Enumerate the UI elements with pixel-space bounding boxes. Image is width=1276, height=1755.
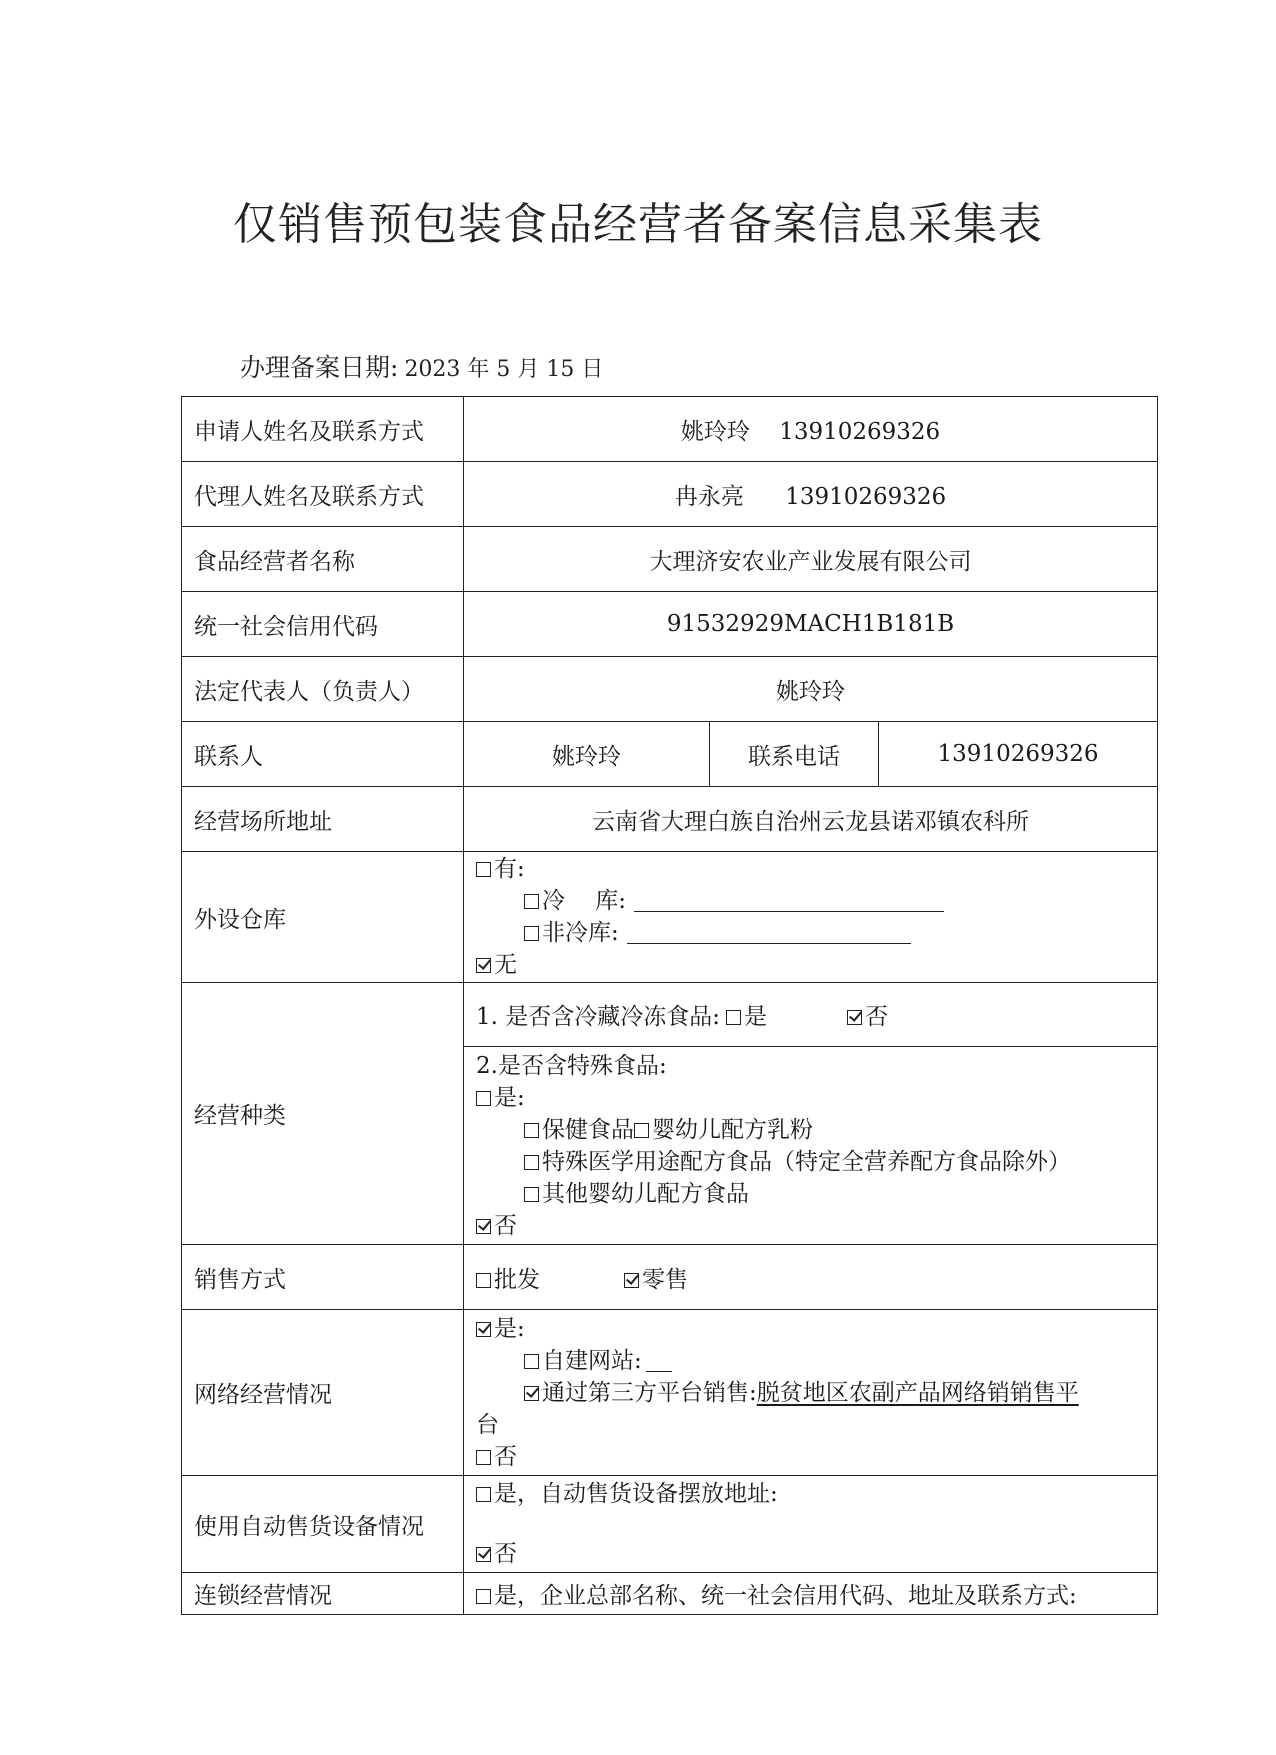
health-food-text: 保健食品 — [542, 1116, 634, 1143]
business-type-label: 经营种类 — [182, 983, 464, 1245]
own-site-option[interactable] — [476, 1345, 1145, 1377]
warehouse-non-cold-checkbox[interactable] — [524, 926, 539, 941]
operator-name-label: 食品经营者名称 — [182, 527, 464, 592]
own-site-blank[interactable] — [646, 1349, 672, 1372]
warehouse-non-cold-text: 非冷库: — [542, 920, 619, 946]
retail-text: 零售 — [642, 1266, 688, 1293]
health-food-checkbox[interactable] — [524, 1123, 539, 1138]
row-address — [182, 787, 1158, 852]
warehouse-label: 外设仓库 — [182, 852, 464, 983]
warehouse-cold-option[interactable] — [476, 885, 1145, 917]
vending-yes-option[interactable] — [476, 1478, 1145, 1510]
contact-phone[interactable]: 13910269326 — [879, 722, 1158, 787]
applicant-name: 姚玲玲 — [680, 418, 750, 445]
q1-no-checkbox[interactable] — [847, 1010, 862, 1025]
warehouse-non-cold-option[interactable] — [476, 917, 1145, 949]
q2-no-checkbox[interactable] — [476, 1219, 491, 1234]
filing-date-label: 办理备案日期: — [240, 353, 399, 382]
third-party-option[interactable] — [476, 1377, 1145, 1409]
q2-medical-food-option[interactable] — [476, 1146, 1145, 1178]
own-site-checkbox[interactable] — [524, 1354, 539, 1369]
medical-food-text: 特殊医学用途配方食品（特定全营养配方食品除外） — [542, 1148, 1071, 1175]
retail-checkbox[interactable] — [624, 1273, 639, 1288]
contact-phone-label: 联系电话 — [710, 722, 879, 787]
q1-yes-checkbox[interactable] — [726, 1010, 741, 1025]
row-contact — [182, 722, 1158, 787]
online-yes-option[interactable] — [476, 1313, 1145, 1345]
q1-text: 1. 是否含冷藏冷冻食品: — [476, 1004, 721, 1030]
warehouse-no-option[interactable] — [476, 949, 1145, 981]
row-operator-name — [182, 527, 1158, 592]
address-value[interactable]: 云南省大理白族自治州云龙县诺邓镇农科所 — [464, 787, 1158, 852]
business-type-q1 — [464, 983, 1158, 1047]
filing-date-value: 2023 年 5 月 15 日 — [404, 357, 604, 382]
third-party-platform: 脱贫地区农副产品网络销销售平 — [756, 1379, 1079, 1406]
q2-other-infant-option[interactable] — [476, 1178, 1145, 1210]
row-chain — [182, 1573, 1158, 1615]
vending-address-space[interactable] — [476, 1510, 1145, 1538]
agent-phone: 13910269326 — [785, 483, 947, 510]
contact-label: 联系人 — [182, 722, 464, 787]
q2-yes-option[interactable] — [476, 1082, 1145, 1114]
vending-yes-text: 是，自动售货设备摆放地址: — [494, 1481, 778, 1507]
legal-rep-label: 法定代表人（负责人） — [182, 657, 464, 722]
row-warehouse — [182, 852, 1158, 983]
q2-no-text: 否 — [494, 1212, 517, 1239]
row-credit-code — [182, 592, 1158, 657]
warehouse-no-checkbox[interactable] — [476, 958, 491, 973]
wholesale-text: 批发 — [494, 1266, 540, 1293]
address-label: 经营场所地址 — [182, 787, 464, 852]
agent-label: 代理人姓名及联系方式 — [182, 462, 464, 527]
q2-health-infant-options — [476, 1114, 1145, 1146]
agent-value[interactable] — [464, 462, 1158, 527]
warehouse-no-text: 无 — [494, 952, 517, 978]
warehouse-cold-text: 冷 库: — [542, 888, 627, 914]
online-label: 网络经营情况 — [182, 1310, 464, 1476]
other-infant-text: 其他婴幼儿配方食品 — [542, 1180, 749, 1207]
vending-no-option[interactable] — [476, 1538, 1145, 1570]
vending-options — [464, 1476, 1158, 1573]
online-no-checkbox[interactable] — [476, 1450, 491, 1465]
warehouse-cold-blank[interactable] — [634, 889, 944, 912]
sales-mode-options — [464, 1245, 1158, 1310]
row-agent — [182, 462, 1158, 527]
q2-text: 2.是否含特殊食品: — [476, 1052, 667, 1079]
credit-code-value[interactable]: 91532929MACH1B181B — [464, 592, 1158, 657]
q2-no-option[interactable] — [476, 1210, 1145, 1242]
row-business-type-q1 — [182, 983, 1158, 1047]
infant-formula-checkbox[interactable] — [634, 1123, 649, 1138]
operator-name-value[interactable]: 大理济安农业产业发展有限公司 — [464, 527, 1158, 592]
online-yes-text: 是: — [494, 1315, 525, 1342]
q1-no-text: 否 — [865, 1004, 889, 1030]
row-online — [182, 1310, 1158, 1476]
chain-label: 连锁经营情况 — [182, 1573, 464, 1615]
sales-mode-label: 销售方式 — [182, 1245, 464, 1310]
row-legal-rep — [182, 657, 1158, 722]
contact-name[interactable]: 姚玲玲 — [464, 722, 710, 787]
vending-label: 使用自动售货设备情况 — [182, 1476, 464, 1573]
warehouse-yes-checkbox[interactable] — [476, 862, 491, 877]
row-vending — [182, 1476, 1158, 1573]
third-party-text: 通过第三方平台销售: — [542, 1379, 757, 1406]
online-no-text: 否 — [494, 1443, 517, 1470]
warehouse-non-cold-blank[interactable] — [627, 921, 911, 944]
wholesale-checkbox[interactable] — [476, 1273, 491, 1288]
chain-options — [464, 1573, 1158, 1615]
business-type-q2 — [464, 1047, 1158, 1245]
third-party-checkbox[interactable] — [524, 1386, 539, 1401]
warehouse-yes-text: 有: — [494, 856, 525, 882]
filing-date — [240, 348, 603, 384]
q1-yes-text: 是 — [744, 1004, 768, 1030]
applicant-label: 申请人姓名及联系方式 — [182, 397, 464, 462]
vending-no-checkbox[interactable] — [476, 1547, 491, 1562]
vending-no-text: 否 — [494, 1541, 517, 1567]
credit-code-label: 统一社会信用代码 — [182, 592, 464, 657]
page-title: 仅销售预包装食品经营者备案信息采集表 — [233, 199, 1043, 250]
applicant-value[interactable] — [464, 397, 1158, 462]
online-options — [464, 1310, 1158, 1476]
other-infant-checkbox[interactable] — [524, 1187, 539, 1202]
applicant-phone: 13910269326 — [779, 418, 941, 445]
own-site-text: 自建网站: — [542, 1347, 642, 1374]
warehouse-options — [464, 852, 1158, 983]
medical-food-checkbox[interactable] — [524, 1155, 539, 1170]
vending-yes-checkbox[interactable] — [476, 1487, 491, 1502]
online-yes-checkbox[interactable] — [476, 1322, 491, 1337]
infant-formula-text: 婴幼儿配方乳粉 — [652, 1116, 813, 1143]
warehouse-cold-checkbox[interactable] — [524, 894, 539, 909]
chain-yes-text: 是，企业总部名称、统一社会信用代码、地址及联系方式: — [494, 1583, 1077, 1609]
filing-form-table — [181, 396, 1158, 1615]
row-sales-mode — [182, 1245, 1158, 1310]
third-party-platform-cont: 台 — [476, 1411, 499, 1438]
q2-yes-text: 是: — [494, 1084, 525, 1111]
legal-rep-value[interactable]: 姚玲玲 — [464, 657, 1158, 722]
agent-name: 冉永亮 — [674, 483, 744, 510]
chain-yes-checkbox[interactable] — [476, 1589, 491, 1604]
q2-yes-checkbox[interactable] — [476, 1091, 491, 1106]
online-no-option[interactable] — [476, 1441, 1145, 1473]
row-applicant — [182, 397, 1158, 462]
warehouse-yes-option[interactable] — [476, 853, 1145, 885]
